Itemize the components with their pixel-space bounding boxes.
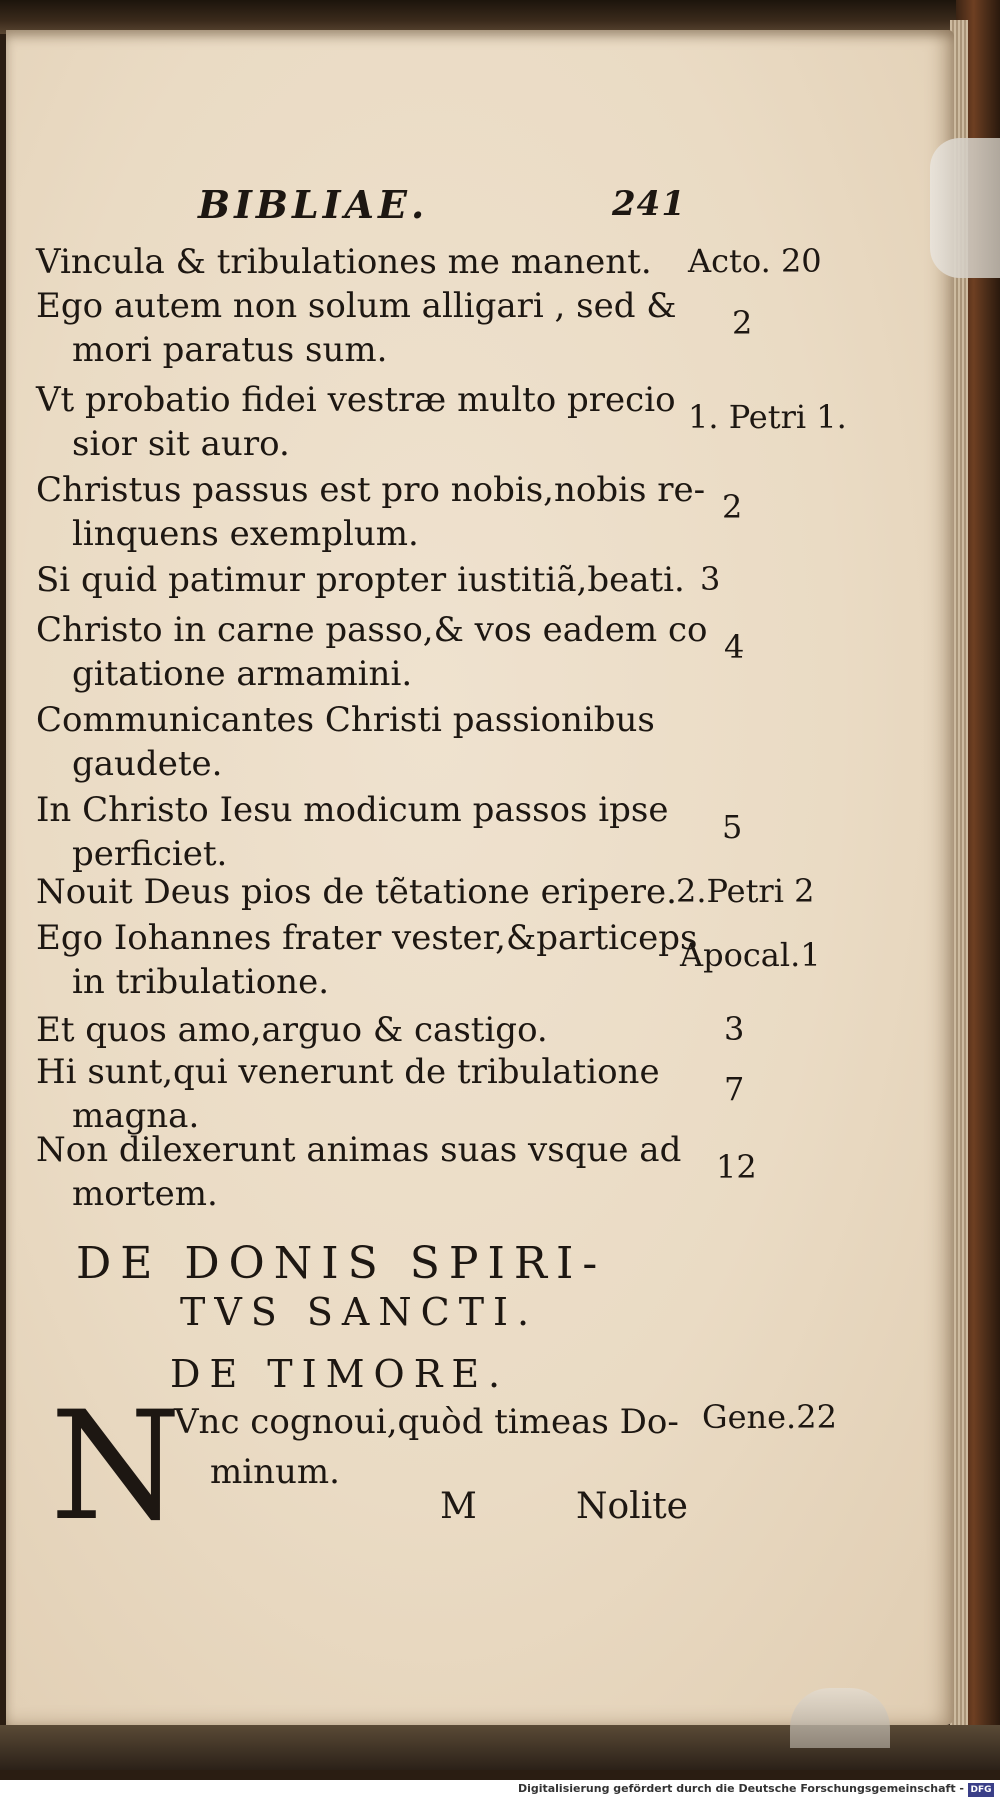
entry-reference: 1. Petri 1.	[688, 398, 847, 436]
final-entry-line1: Vnc cognoui,quòd timeas Do-	[174, 1402, 679, 1442]
subsection-title: DE TIMORE.	[170, 1352, 510, 1396]
entry-continuation-line: mortem.	[72, 1174, 218, 1214]
entry-reference: 3	[724, 1010, 745, 1048]
entry-continuation-line: sior sit auro.	[72, 424, 290, 464]
entry-line: Si quid patimur propter iustitiã,beati.	[36, 560, 685, 600]
entry-reference: Acto. 20	[688, 242, 822, 280]
entry-reference: 12	[716, 1148, 757, 1186]
section-title-line1: DE DONIS SPIRI-	[76, 1238, 607, 1289]
footer-credit: Digitalisierung gefördert durch die Deutsche Forschungsgemeinschaft -	[517, 1782, 964, 1795]
entry-line: Ego autem non solum alligari , sed &	[36, 286, 677, 326]
entry-continuation-line: perficiet.	[72, 834, 228, 874]
entry-line: Communicantes Christi passionibus	[36, 700, 655, 740]
catchword: Nolite	[576, 1486, 688, 1527]
entry-reference: 3	[700, 560, 721, 598]
entry-line: Non dilexerunt animas suas vsque ad	[36, 1130, 682, 1170]
entry-line: Vincula & tribulationes me manent.	[36, 242, 652, 282]
entry-reference: 2.Petri 2	[676, 872, 815, 910]
entry-reference: Apocal.1	[680, 936, 821, 974]
entry-line: Nouit Deus pios de tẽtatione eripere.	[36, 872, 677, 912]
signature-mark: M	[440, 1486, 477, 1527]
running-title: BIBLIAE.	[198, 182, 429, 227]
entry-line: Hi sunt,qui venerunt de tribulatione	[36, 1052, 660, 1092]
entry-reference: 2	[722, 488, 743, 526]
drop-cap: N	[50, 1380, 182, 1554]
entry-reference: 5	[722, 808, 743, 846]
entry-line: Christo in carne passo,& vos eadem co	[36, 610, 708, 650]
entry-reference: 7	[724, 1070, 745, 1108]
entry-line: Ego Iohannes frater vester,&particeps	[36, 918, 698, 958]
entry-continuation-line: magna.	[72, 1096, 200, 1136]
page-number: 241	[612, 184, 686, 224]
page-clip-top	[930, 138, 1000, 278]
entry-continuation-line: in tribulatione.	[72, 962, 330, 1002]
entry-line: Et quos amo,arguo & castigo.	[36, 1010, 548, 1050]
entry-continuation-line: linquens exemplum.	[72, 514, 419, 554]
final-entry-line2: minum.	[210, 1452, 340, 1492]
entry-reference: 2	[732, 304, 753, 342]
entry-line: In Christo Iesu modicum passos ipse	[36, 790, 669, 830]
entry-continuation-line: gitatione armamini.	[72, 654, 413, 694]
entry-continuation-line: mori paratus sum.	[72, 330, 388, 370]
entry-reference: 4	[724, 628, 745, 666]
page-clip-bottom	[790, 1688, 890, 1748]
book-top-edge	[0, 0, 1000, 34]
final-entry-ref: Gene.22	[702, 1398, 837, 1436]
section-title-line2: TVS SANCTI.	[180, 1290, 539, 1334]
dfg-logo: DFG	[968, 1783, 994, 1797]
entry-line: Vt probatio fidei vestræ multo precio	[36, 380, 676, 420]
entry-line: Christus passus est pro nobis,nobis re-	[36, 470, 706, 510]
entry-continuation-line: gaudete.	[72, 744, 223, 784]
